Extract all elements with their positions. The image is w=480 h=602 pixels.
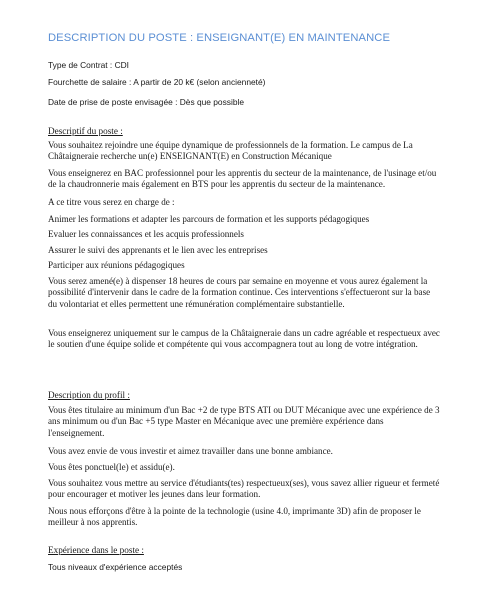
experience-heading: Expérience dans le poste : (48, 545, 144, 555)
start-date: Date de prise de poste envisagée : Dès que possible (48, 97, 245, 107)
profile-heading: Description du profil : (48, 390, 130, 400)
salary-range: Fourchette de salaire : A partir de 20 k€ (selon ancienneté) (48, 77, 266, 87)
job-paragraph-hours: Vous serez amené(e) à dispenser 18 heures de cours par semaine en moyenne et vous aurez également la possibilité d'intervenir dans le cadre de la formation continue. Ces interventions s'effectueront sur la base du volontariat et elles permettent une rémunération complémentaire substantielle. (48, 276, 431, 309)
duty-item: Evaluer les connaissances et les acquis professionnels (48, 229, 244, 239)
duty-item: Assurer le suivi des apprenants et le lien avec les entreprises (48, 245, 268, 255)
profile-paragraph-qualifications: Vous êtes titulaire au minimum d'un Bac +2 de type BTS ATI ou DUT Mécanique avec une expérience de 3 ans minimum ou d'un Bac +5 type Master en Mécanique avec une première expérience dans l'enseignement. (48, 405, 440, 438)
job-paragraph-campus: Vous enseignerez uniquement sur le campus de la Châtaigneraie dans un cadre agréable et respectueux avec le soutien d'une équipe solide et compétente qui vous accompagnera tout au long de votre intégration. (48, 328, 440, 350)
contract-type: Type de Contrat : CDI (48, 60, 129, 70)
job-paragraph-duties-intro: A ce titre vous serez en charge de : (48, 197, 175, 207)
experience-text: Tous niveaux d'expérience acceptés (48, 562, 183, 572)
profile-paragraph-motivation: Vous avez envie de vous investir et aimez travailler dans une bonne ambiance. (48, 446, 333, 456)
duty-item: Animer les formations et adapter les parcours de formation et les supports pédagogiques (48, 214, 370, 224)
job-paragraph-intro: Vous souhaitez rejoindre une équipe dynamique de professionnels de la formation. Le campus de La Châtaigneraie recherche un(e) ENSEIGNANT(E) en Construction Mécanique (48, 140, 413, 162)
profile-paragraph-technology: Nous nous efforçons d'être à la pointe de la technologie (usine 4.0, imprimante 3D) afin de proposer le meilleur à nos apprentis. (48, 506, 421, 528)
profile-paragraph-service: Vous souhaitez vous mettre au service d'étudiants(tes) respectueux(ses), vous savez allier rigueur et fermeté pour encourager et motiver les jeunes dans leur formation. (48, 478, 440, 500)
duty-item: Participer aux réunions pédagogiques (48, 260, 185, 270)
page-title: DESCRIPTION DU POSTE : ENSEIGNANT(E) EN MAINTENANCE (48, 32, 391, 44)
job-paragraph-teaching: Vous enseignerez en BAC professionnel pour les apprentis du secteur de la maintenance, de l'usinage et/ou de la chaudronnerie mais également en BTS pour les apprentis du secteur de la maintenance. (48, 168, 437, 190)
job-description-heading: Descriptif du poste : (48, 126, 123, 136)
profile-paragraph-punctuality: Vous êtes ponctuel(le) et assidu(e). (48, 462, 175, 472)
